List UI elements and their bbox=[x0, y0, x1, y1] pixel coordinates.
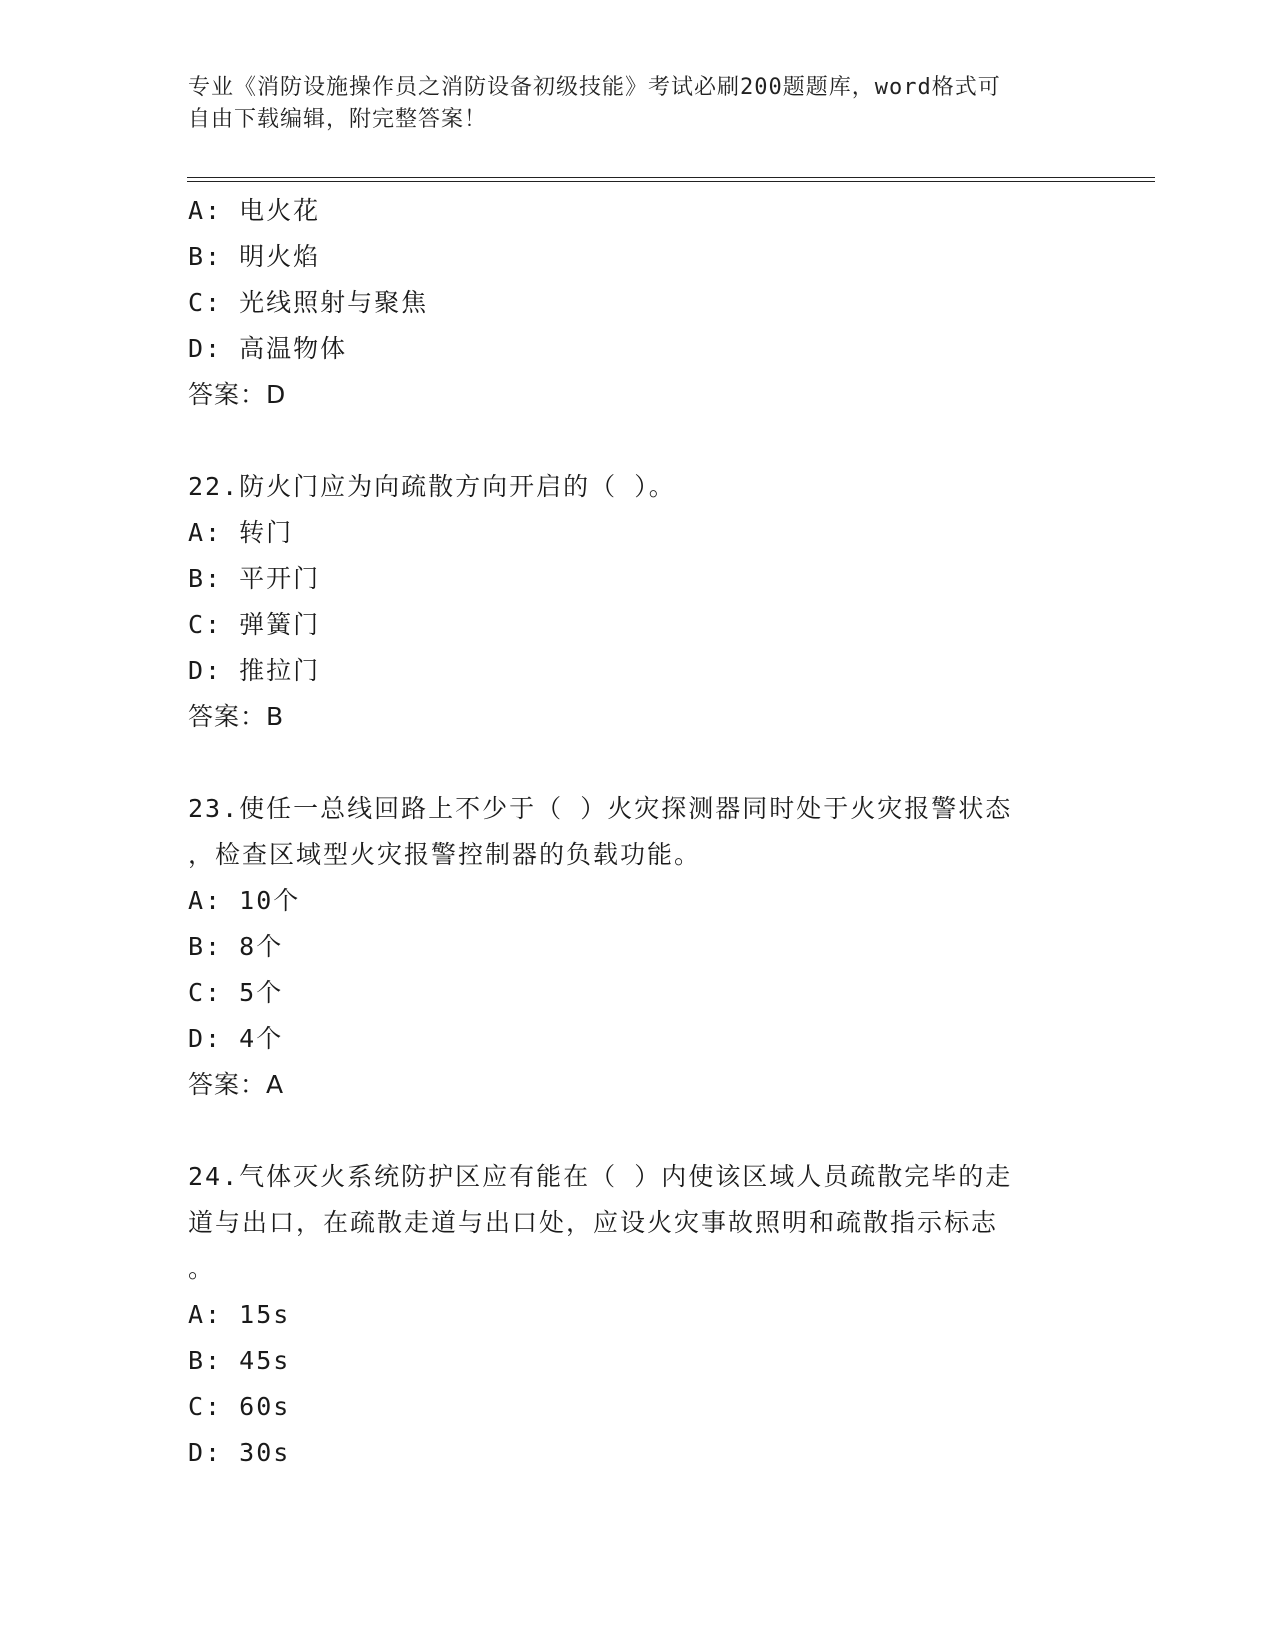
page-header bbox=[188, 72, 1068, 136]
option-d: D: 推拉门 bbox=[188, 656, 321, 685]
option-c: C: 光线照射与聚焦 bbox=[188, 288, 429, 317]
header-title-line-2: 自由下载编辑，附完整答案！ bbox=[188, 107, 488, 132]
header-title-line-1: 专业《消防设施操作员之消防设备初级技能》考试必刷200题题库，word格式可 bbox=[188, 75, 1001, 100]
question-21 bbox=[188, 188, 1088, 418]
option-c: C: 60s bbox=[188, 1392, 291, 1421]
spacer bbox=[188, 740, 1088, 786]
spacer bbox=[188, 418, 1088, 464]
answer: 答案：A bbox=[188, 1070, 285, 1099]
question-text-line-1: 23.使任一总线回路上不少于（ ）火灾探测器同时处于火灾报警状态 bbox=[188, 794, 1013, 823]
answer: 答案：B bbox=[188, 702, 285, 731]
question-text-line-2: 道与出口，在疏散走道与出口处，应设火灾事故照明和疏散指示标志 bbox=[188, 1208, 999, 1237]
document-body bbox=[188, 188, 1088, 1476]
option-b: B: 平开门 bbox=[188, 564, 321, 593]
option-c: C: 5个 bbox=[188, 978, 284, 1007]
option-d: D: 高温物体 bbox=[188, 334, 348, 363]
header-divider bbox=[187, 177, 1155, 182]
option-d: D: 30s bbox=[188, 1438, 291, 1467]
question-23 bbox=[188, 786, 1088, 1108]
question-24 bbox=[188, 1154, 1088, 1476]
question-text-line-3: 。 bbox=[188, 1254, 216, 1283]
question-22 bbox=[188, 464, 1088, 740]
option-b: B: 8个 bbox=[188, 932, 284, 961]
question-text-line-2: ，检查区域型火灾报警控制器的负载功能。 bbox=[188, 840, 702, 869]
option-a: A: 转门 bbox=[188, 518, 294, 547]
option-a: A: 电火花 bbox=[188, 196, 321, 225]
question-text-line-1: 24.气体灭火系统防护区应有能在（ ）内使该区域人员疏散完毕的走 bbox=[188, 1162, 1013, 1191]
option-b: B: 明火焰 bbox=[188, 242, 321, 271]
option-d: D: 4个 bbox=[188, 1024, 284, 1053]
option-a: A: 15s bbox=[188, 1300, 291, 1329]
spacer bbox=[188, 1108, 1088, 1154]
option-a: A: 10个 bbox=[188, 886, 301, 915]
answer: 答案：D bbox=[188, 380, 287, 409]
option-b: B: 45s bbox=[188, 1346, 291, 1375]
option-c: C: 弹簧门 bbox=[188, 610, 321, 639]
question-text: 22.防火门应为向疏散方向开启的（ ）。 bbox=[188, 472, 676, 501]
